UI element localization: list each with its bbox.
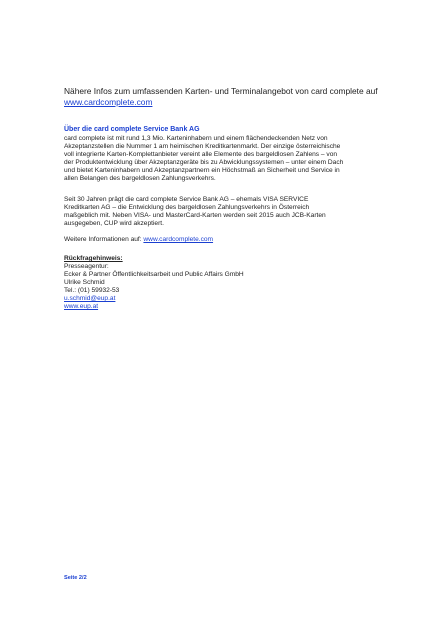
agency-name: Ecker & Partner Öffentlichkeitsarbeit und Public Affairs GmbH bbox=[64, 271, 244, 278]
about-line: und bietet Karteninhabern und Akzeptanzpartnern ein Höchstmaß an Sicherheit und Service in bbox=[64, 166, 340, 174]
about-line: Akzeptanzstellen die Nummer 1 am heimischen Kreditkartenmarkt. Der einzige österreichische bbox=[64, 142, 341, 150]
more-info-link[interactable]: www.cardcomplete.com bbox=[143, 236, 214, 243]
history-section bbox=[64, 196, 394, 228]
intro-link[interactable]: www.cardcomplete.com bbox=[64, 96, 153, 107]
about-line: voll integrierte Karten-Komplettanbieter vereint alle Elemente des bargeldlosen Zahlens – von bbox=[64, 150, 338, 158]
about-section bbox=[64, 126, 394, 183]
about-paragraph bbox=[64, 135, 394, 183]
intro-text: Nähere Infos zum umfassenden Karten- und Terminalangebot von card complete auf bbox=[64, 86, 378, 96]
contact-phone: Tel.: (01) 59932-53 bbox=[64, 287, 120, 294]
about-line: der Produktentwicklung über Akzeptanzgeräte bis zu Abwicklungssystemen – unter einem Dach bbox=[64, 158, 344, 166]
contact-section bbox=[64, 255, 394, 311]
about-heading: Über die card complete Service Bank AG bbox=[64, 126, 200, 133]
contact-web-link[interactable]: www.eup.at bbox=[64, 303, 99, 310]
about-line: card complete ist mit rund 1,3 Mio. Karteninhabern und einem flächendeckenden Netz von bbox=[64, 134, 328, 142]
contact-email-link[interactable]: u.schmid@eup.at bbox=[64, 295, 116, 302]
history-line: ausgegeben, CUP wird akzeptiert. bbox=[64, 220, 164, 227]
agency-label: Presseagentur: bbox=[64, 263, 109, 270]
contact-heading: Rückfragehinweis: bbox=[64, 255, 123, 262]
history-line: Kreditkarten AG – die Entwicklung des bargeldlosen Zahlungsverkehrs in Österreich bbox=[64, 204, 310, 211]
page-number: Seite 2/2 bbox=[64, 575, 87, 581]
more-info-section bbox=[64, 236, 394, 244]
contact-person: Ulrike Schmid bbox=[64, 279, 105, 286]
history-line: Seit 30 Jahren prägt die card complete Service Bank AG – ehemals VISA SERVICE bbox=[64, 196, 309, 203]
more-info-text: Weitere Informationen auf: bbox=[64, 236, 144, 243]
about-line: allen Belangen des bargeldlosen Zahlungsverkehrs. bbox=[64, 174, 216, 182]
history-line: maßgeblich mit. Neben VISA- und MasterCard-Karten werden seit 2015 auch JCB-Karten bbox=[64, 212, 326, 219]
intro-paragraph bbox=[64, 86, 394, 107]
